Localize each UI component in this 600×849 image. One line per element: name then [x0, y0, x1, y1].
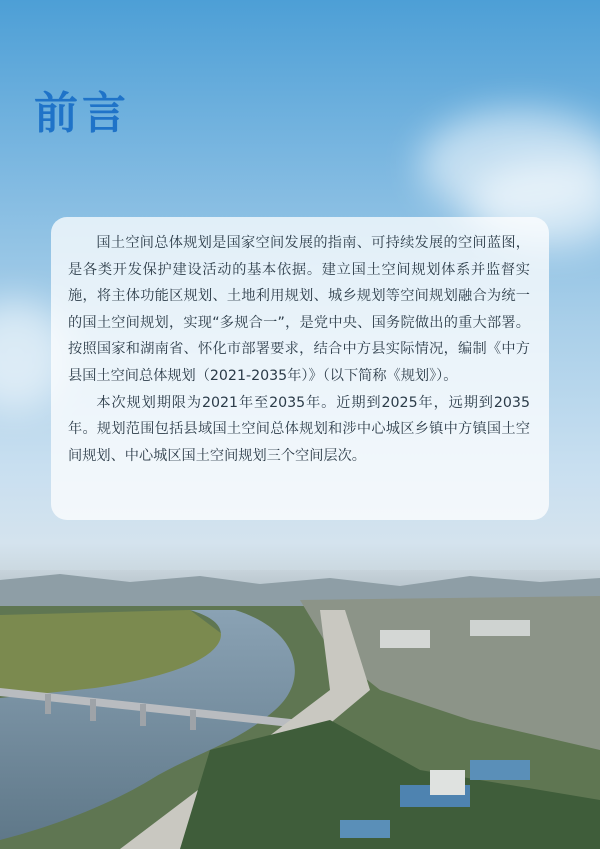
bridge-pier: [190, 710, 196, 730]
blue-roof-building: [340, 820, 390, 838]
white-building: [470, 620, 530, 636]
white-building: [380, 630, 430, 648]
page-title: 前言: [34, 88, 130, 139]
bridge-pier: [45, 694, 51, 714]
bridge-pier: [140, 704, 146, 726]
preface-paragraph-1: 国土空间总体规划是国家空间发展的指南、可持续发展的空间蓝图，是各类开发保护建设活动的基本依据。建立国土空间规划体系并监督实施，将主体功能区规划、土地利用规划、城乡规划等空间规划融合为统一的国土空间规划，实现“多规合一”，是党中央、国务院做出的重大部署。按照国家和湖南省、怀化市部署要求，结合中方县实际情况，编制《中方县国土空间总体规划（2021-2035年）》（以下简称《规划》）。: [68, 235, 530, 384]
preface-paragraph-2: 本次规划期限为2021年至2035年。近期到2025年，远期到2035年。规划范围包括县域国土空间总体规划和涉中心城区乡镇中方镇国土空间规划、中心城区国土空间规划三个空间层次。: [68, 394, 530, 464]
aerial-city-river-photo: [0, 570, 600, 849]
white-building: [430, 770, 465, 795]
preface-text-box: [51, 217, 549, 520]
blue-roof-building: [470, 760, 530, 780]
bridge-pier: [90, 699, 96, 721]
